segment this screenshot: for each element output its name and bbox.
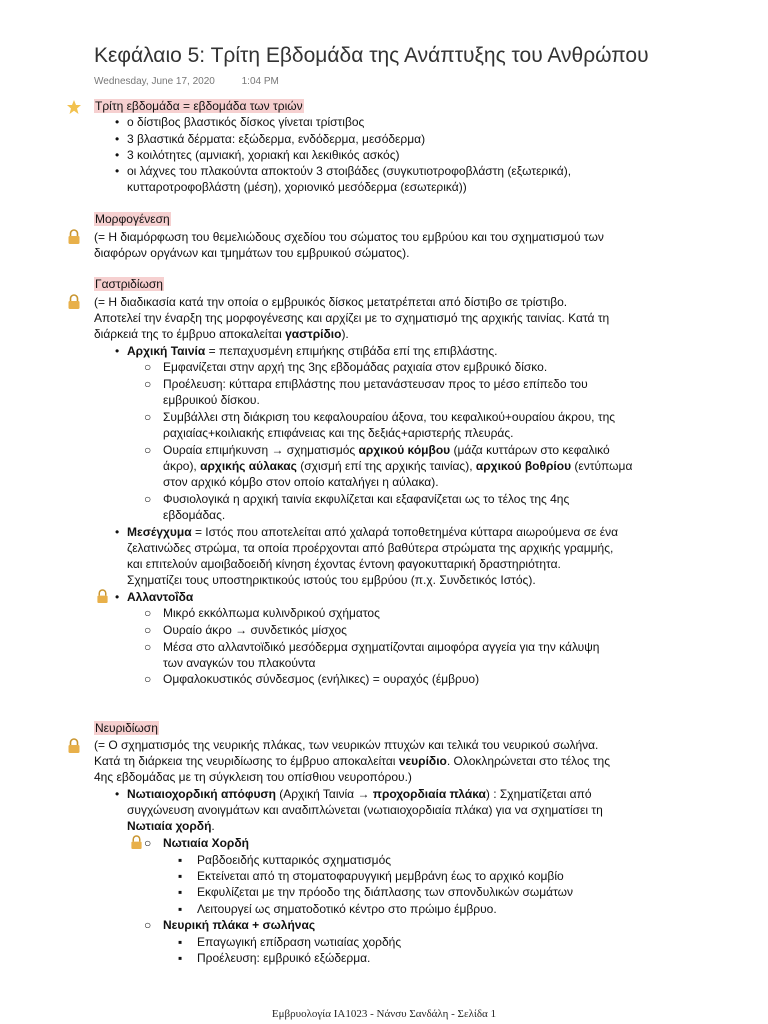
list-item: Αρχική Ταινία = πεπαχυσμένη επιμήκης στιβάδα επί της επιβλάστης. [127, 344, 498, 358]
bullet: • [115, 525, 120, 539]
paragraph-line: (= Ο σχηματισμός της νευρικής πλάκας, των νευρικών πτυχών και τελικά του νευρικού σωλήνα. [94, 738, 599, 752]
list-item-cont: άκρο), αρχικής αύλακας (σχισμή επί της αρχικής ταινίας), αρχικού βοθρίου (εντύπωμα [163, 459, 633, 473]
list-item: Ουραίο άκρο → συνδετικός μίσχος [163, 623, 347, 637]
lock-icon [96, 589, 109, 604]
bullet-square: ▪ [178, 853, 183, 867]
paragraph-line: Αποτελεί την έναρξη της μορφογένεσης και αρχίζει με το σχηματισμό της αρχικής ταινίας. Κατά τη [94, 311, 610, 325]
page-time: 1:04 PM [241, 76, 279, 87]
bullet-square: ▪ [178, 869, 183, 883]
section-heading-morphogenesis: Μορφογένεση [95, 212, 170, 226]
list-item: Εκτείνεται από τη στοματοφαρυγγική μεμβράνη έως το αρχικό κομβίο [197, 869, 564, 883]
list-item: Φυσιολογικά η αρχική ταινία εκφυλίζεται και εξαφανίζεται ως το τέλος της 4ης [163, 492, 570, 506]
paragraph-line: διάρκειά της το έμβρυο αποκαλείται γαστρίδιο). [94, 327, 349, 341]
bullet-circle: ○ [144, 640, 152, 654]
paragraph-line: Κατά τη διάρκεια της νευριδίωσης το έμβρυο αποκαλείται νευρίδιο. Ολοκληρώνεται στο τέλος της [94, 754, 610, 768]
list-item: Μικρό εκκόλπωμα κυλινδρικού σχήματος [163, 606, 380, 620]
list-item: Ουραία επιμήκυνση → σχηματισμός αρχικού κόμβου (μάζα κυττάρων στο κεφαλικό [163, 443, 610, 457]
star-icon [66, 99, 82, 115]
list-item-cont: ζελατινώδες στρώμα, τα οποία προέρχονται από βαθύτερα στρώματα της αρχικής γραμμής, [127, 541, 614, 555]
list-item: 3 κοιλότητες (αμνιακή, χοριακή και λεκιθικός ασκός) [127, 148, 400, 162]
bullet-circle: ○ [144, 623, 152, 637]
list-item: Ομφαλοκυστικός σύνδεσμος (ενήλικες) = ουραχός (έμβρυο) [163, 672, 480, 686]
bullet-circle: ○ [144, 492, 152, 506]
list-item: Νωτιαία Χορδή [163, 836, 249, 850]
page-meta [94, 76, 279, 87]
bullet: • [115, 148, 120, 162]
section-heading-neurulation: Νευριδίωση [95, 721, 158, 735]
bullet: • [115, 115, 120, 129]
bullet: • [115, 787, 120, 801]
bullet-square: ▪ [178, 885, 183, 899]
list-item-cont: συγχώνευση ανοιγμάτων και αναδιπλώνεται (νωτιαιοχορδιαία πλάκα) για να σχηματίσει τη [127, 803, 603, 817]
list-item: Νευρική πλάκα + σωλήνας [163, 918, 316, 932]
list-item: Νωτιαιοχορδική απόφυση (Αρχική Ταινία → προχορδιαία πλάκα) : Σχηματίζεται από [127, 787, 592, 801]
list-item: Ραβδοειδής κυτταρικός σχηματισμός [197, 853, 392, 867]
paragraph-line: (= Η διαμόρφωση του θεμελιώδους σχεδίου του σώματος του εμβρύου και του σχηματισμού των [94, 230, 604, 244]
list-item-cont: εβδομάδας. [163, 508, 226, 522]
list-item: Λειτουργεί ως σηματοδοτικό κέντρο στο πρώιμο έμβρυο. [197, 902, 497, 916]
bullet-circle: ○ [144, 606, 152, 620]
list-item: Συμβάλλει στη διάκριση του κεφαλουραίου άξονα, του κεφαλικού+ουραίου άκρου, της [163, 410, 616, 424]
list-item-cont: Νωτιαία χορδή. [127, 819, 215, 833]
list-item-cont: ραχιαίας+κοιλιακής επιφάνειας και της δεξιάς+αριστερής πλευράς. [163, 426, 514, 440]
bullet: • [115, 132, 120, 146]
paragraph-line: 4ης εβδομάδας με τη σύγκλειση του οπίσθιου νευροπόρου.) [94, 770, 412, 784]
list-item: 3 βλαστικά δέρματα: εξώδερμα, ενδόδερμα, μεσόδερμα) [127, 132, 426, 146]
list-item: Εμφανίζεται στην αρχή της 3ης εβδομάδας ραχιαία στον εμβρυικό δίσκο. [163, 360, 548, 374]
bullet: • [115, 344, 120, 358]
bullet-square: ▪ [178, 935, 183, 949]
paragraph-line: (= Η διαδικασία κατά την οποία ο εμβρυικός δίσκος μετατρέπεται από δίστιβο σε τρίστιβο. [94, 295, 568, 309]
list-item-cont: εμβρυικού δίσκου. [163, 393, 260, 407]
bullet-circle: ○ [144, 918, 152, 932]
bullet-circle: ○ [144, 377, 152, 391]
page-date: Wednesday, June 17, 2020 [94, 76, 215, 87]
paragraph-line: διαφόρων οργάνων και τμημάτων του εμβρυικού σώματος). [94, 246, 410, 260]
list-item-cont: των αναγκών του πλακούντα [163, 656, 316, 670]
section-heading-third-week: Τρίτη εβδομάδα = εβδομάδα των τριών [95, 99, 303, 113]
bullet-square: ▪ [178, 902, 183, 916]
list-item: Μέσα στο αλλαντοϊδικό μεσόδερμα σχηματίζονται αιμοφόρα αγγεία για την κάλυψη [163, 640, 600, 654]
list-item-cont: και επιτελούν αμοιβαδοειδή κίνηση έχοντας έντονη φαγοκυτταρική δραστηριότητα. [127, 557, 561, 571]
list-item: ο δίστιβος βλαστικός δίσκος γίνεται τρίστιβος [127, 115, 365, 129]
lock-icon [67, 294, 81, 310]
bullet-circle: ○ [144, 836, 152, 850]
lock-icon [130, 835, 143, 850]
lock-icon [67, 738, 81, 754]
bullet-circle: ○ [144, 410, 152, 424]
page-footer: Εμβρυολογία ΙΑ1023 - Νάνσυ Σανδάλη - Σελίδα 1 [271, 1008, 497, 1020]
list-item-cont: στον αρχικό κόμβο στον οποίο καταλήγει η αύλακα). [163, 475, 439, 489]
lock-icon [67, 229, 81, 245]
list-item-cont: κυτταροτροφοβλάστη (μέση), χοριονικό μεσόδερμα (εσωτερικά)) [127, 180, 467, 194]
list-item: Προέλευση: κύτταρα επιβλάστης που μετανάστευσαν προς το μέσο επίπεδο του [163, 377, 588, 391]
section-heading-gastrulation: Γαστριδίωση [95, 277, 163, 291]
list-item-cont: Σχηματίζει τους υποστηρικτικούς ιστούς του εμβρύου (π.χ. Συνδετικός Ιστός). [127, 573, 536, 587]
bullet: • [115, 590, 120, 604]
list-item: Εκφυλίζεται με την πρόοδο της διάπλασης των σπονδυλικών σωμάτων [197, 885, 574, 899]
bullet-square: ▪ [178, 951, 183, 965]
list-item: Επαγωγική επίδραση νωτιαίας χορδής [197, 935, 402, 949]
list-item: Προέλευση: εμβρυικό εξώδερμα. [197, 951, 371, 965]
list-item: Αλλαντοΐδα [127, 590, 194, 604]
bullet-circle: ○ [144, 443, 152, 457]
list-item: οι λάχνες του πλακούντα αποκτούν 3 στοιβάδες (συγκυτιοτροφοβλάστη (εξωτερικά), [127, 164, 572, 178]
page-title: Κεφάλαιο 5: Τρίτη Εβδομάδα της Ανάπτυξης του Ανθρώπου [94, 44, 649, 67]
bullet-circle: ○ [144, 360, 152, 374]
list-item: Μεσέγχυμα = Ιστός που αποτελείται από χαλαρά τοποθετημένα κύτταρα αιωρούμενα σε ένα [127, 525, 619, 539]
bullet-circle: ○ [144, 672, 152, 686]
bullet: • [115, 164, 120, 178]
